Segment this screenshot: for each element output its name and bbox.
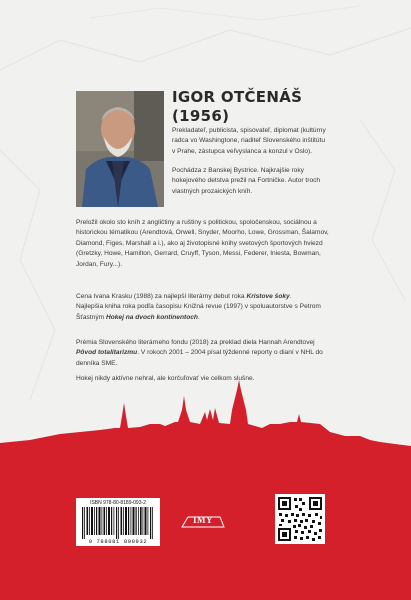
body-line: (Gretzky, Howe, Hamilton, Gerrard, Cruyff, Tyson, Messi, Federer, Iniesta, Bowman, — [76, 250, 321, 258]
text-run: Cena Ivana Krasku (1988) za najlepší literárny debut roka — [76, 293, 247, 300]
bio-line: v Prahe, zástupca veľvyslanca a konzul v Oslo). — [172, 147, 313, 155]
text-run: . — [197, 313, 200, 321]
book-title: Kristove šoky — [246, 293, 290, 300]
body-line: historickou tématikou (Arendtová, Orwell, Snyder, Moorho, Lowe, Grossman, Šalamov, — [76, 229, 329, 237]
qr-code — [275, 494, 325, 544]
publisher-logo — [180, 513, 226, 531]
body-line: Preložil okolo sto kníh z angličtiny a ruštiny s politickou, spoločenskou, sociálnou a — [76, 219, 317, 226]
bio-line: hokejového detstva prežil na Fortničke. Autor troch — [172, 177, 321, 185]
qr-code-pattern — [275, 494, 325, 544]
book-title: Hokej na dvoch kontinentoch — [105, 313, 198, 321]
isbn-text: ISBN 978-80-8189-093-2 — [90, 500, 146, 506]
body-line: denníka SME. — [76, 359, 118, 367]
book-title: Pôvod totalitarizmu — [76, 349, 138, 357]
author-name-text: IGOR OTČENÁŠ — [172, 88, 303, 106]
publisher-logo-text: IMY — [193, 515, 213, 525]
text-run: Šťastným — [76, 313, 106, 321]
body-line: Jordan, Fury...). — [76, 260, 123, 268]
bio-line: Prekladateľ, publicista, spisovateľ, diplomat (kultúrny — [172, 127, 326, 134]
barcode — [76, 498, 160, 546]
bio-line: vlastných prozaických kníh. — [172, 187, 253, 195]
text-run: . V rokoch 2001 – 2004 písal týždenné reporty o dianí v NHL do — [137, 349, 323, 357]
ean-digits: 9 788081 890932 — [88, 538, 148, 545]
bio-line: radca vo Washingtone, riaditeľ Slovenského inštitútu — [172, 137, 326, 145]
body-line: Diamond, Figes, Marshall a i.), ako aj životopisné knihy svetových športových hviezd — [76, 239, 323, 247]
body-line: Hokej nikdy aktívne nehral, ale korčuľovať vie celkom slušne. — [76, 375, 255, 382]
text-run: . — [289, 293, 292, 300]
author-years: (1956) — [172, 107, 230, 125]
body-line: Prémia Slovenského literárneho fondu (2018) za preklad diela Hannah Arendtovej — [76, 339, 315, 346]
bio-line: Pochádza z Banskej Bystrice. Najkrajšie roky — [172, 167, 304, 174]
body-line: Najlepšia kniha roka podľa časopisu Knižná revue (1997) v spoluautorstve s Petrom — [76, 303, 321, 311]
